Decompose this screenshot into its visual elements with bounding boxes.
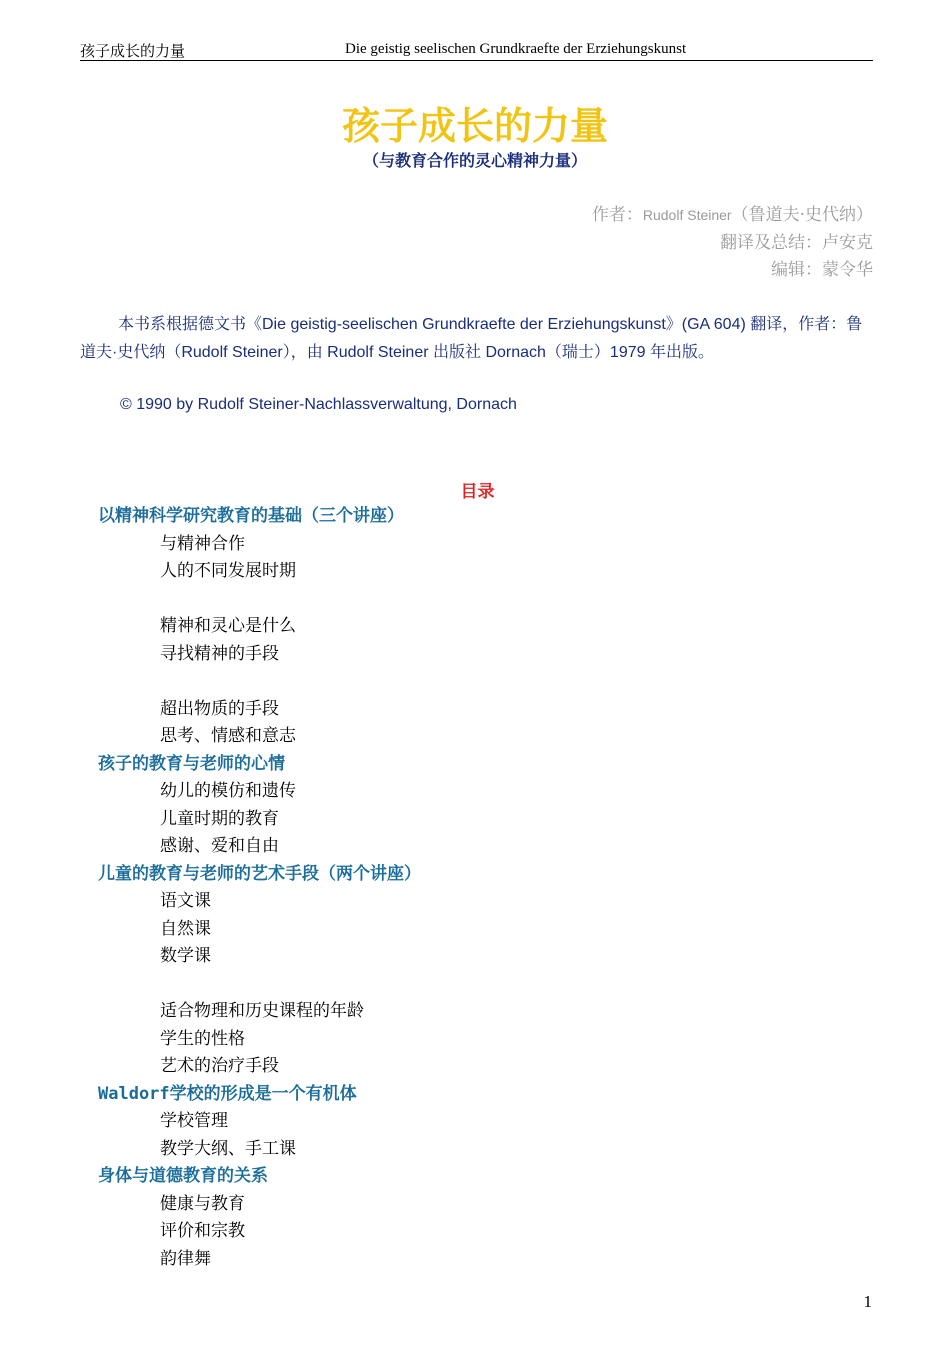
toc-item[interactable]: 超出物质的手段: [160, 698, 279, 719]
document-title: 孩子成长的力量: [341, 104, 608, 148]
editor-line: 编辑：蒙令华: [771, 260, 873, 280]
toc-item[interactable]: 评价和宗教: [160, 1221, 245, 1241]
toc-section[interactable]: [98, 751, 421, 779]
toc-item[interactable]: 数学课: [160, 946, 211, 966]
intro-paragraph: 本书系根据德文书《Die geistig-seelischen Grundkraefte der Erziehungskunst》(GA 604) 翻译，作者：鲁道夫·史代纳（Rudolf Steiner），由 Rudolf Steiner 出版社 Dornach（瑞士）1979 年出版。: [80, 316, 863, 361]
toc-section-title: 儿童的教育与老师的艺术手段（两个讲座）: [98, 863, 421, 884]
toc-spacer: [98, 668, 421, 696]
toc-item[interactable]: 学生的性格: [160, 1028, 245, 1049]
toc-title: 目录: [460, 482, 495, 502]
toc-section-title: 孩子的教育与老师的心情: [98, 753, 285, 774]
toc-item[interactable]: 自然课: [160, 918, 211, 939]
author-line: [592, 202, 873, 230]
toc-item[interactable]: 精神和灵心是什么: [160, 616, 296, 636]
toc-item[interactable]: 儿童时期的教育: [160, 808, 279, 829]
document-subtitle: （与教育合作的灵心精神力量）: [362, 151, 587, 170]
toc-section-title: 身体与道德教育的关系: [98, 1166, 268, 1186]
header-german-title: Die geistig seelischen Grundkraefte der Erziehungskunst: [345, 41, 687, 57]
toc-item[interactable]: 人的不同发展时期: [160, 561, 296, 581]
toc-item[interactable]: 感谢、爱和自由: [160, 836, 279, 856]
toc-section[interactable]: [98, 1081, 421, 1109]
toc-item[interactable]: 学校管理: [160, 1111, 228, 1131]
toc-item[interactable]: 教学大纲、手工课: [160, 1138, 296, 1159]
translator-line: 翻译及总结：卢安克: [720, 232, 873, 253]
credits-block: [592, 202, 873, 285]
toc-section-title: 学校的形成是一个有机体: [169, 1083, 357, 1104]
header-book-title: 孩子成长的力量: [80, 42, 186, 60]
author-chinese-name: （鲁道夫·史代纳）: [731, 205, 873, 225]
table-of-contents: [98, 503, 421, 1273]
toc-section-latin: Waldorf: [98, 1083, 170, 1104]
toc-item[interactable]: 艺术的治疗手段: [160, 1056, 279, 1076]
toc-spacer: [98, 971, 421, 999]
toc-item[interactable]: 幼儿的模仿和遗传: [160, 781, 296, 801]
page-number: 1: [863, 1292, 872, 1311]
toc-item[interactable]: 韵律舞: [160, 1248, 211, 1269]
toc-section-title: 以精神科学研究教育的基础（三个讲座）: [98, 506, 404, 526]
copyright-notice: © 1990 by Rudolf Steiner-Nachlassverwaltung, Dornach: [120, 396, 517, 413]
toc-spacer: [98, 586, 421, 614]
toc-item[interactable]: 寻找精神的手段: [160, 643, 279, 664]
page-header: [80, 40, 873, 61]
toc-section[interactable]: [98, 1163, 421, 1191]
author-label: 作者：: [591, 205, 643, 225]
author-latin-name: Rudolf Steiner: [642, 207, 732, 223]
toc-item[interactable]: 思考、情感和意志: [160, 726, 296, 746]
toc-section[interactable]: [98, 861, 421, 889]
toc-item[interactable]: 语文课: [160, 891, 211, 911]
toc-item[interactable]: 适合物理和历史课程的年龄: [160, 1001, 364, 1021]
toc-section[interactable]: [98, 503, 421, 531]
toc-item[interactable]: 与精神合作: [160, 533, 245, 554]
toc-item[interactable]: 健康与教育: [160, 1193, 245, 1214]
